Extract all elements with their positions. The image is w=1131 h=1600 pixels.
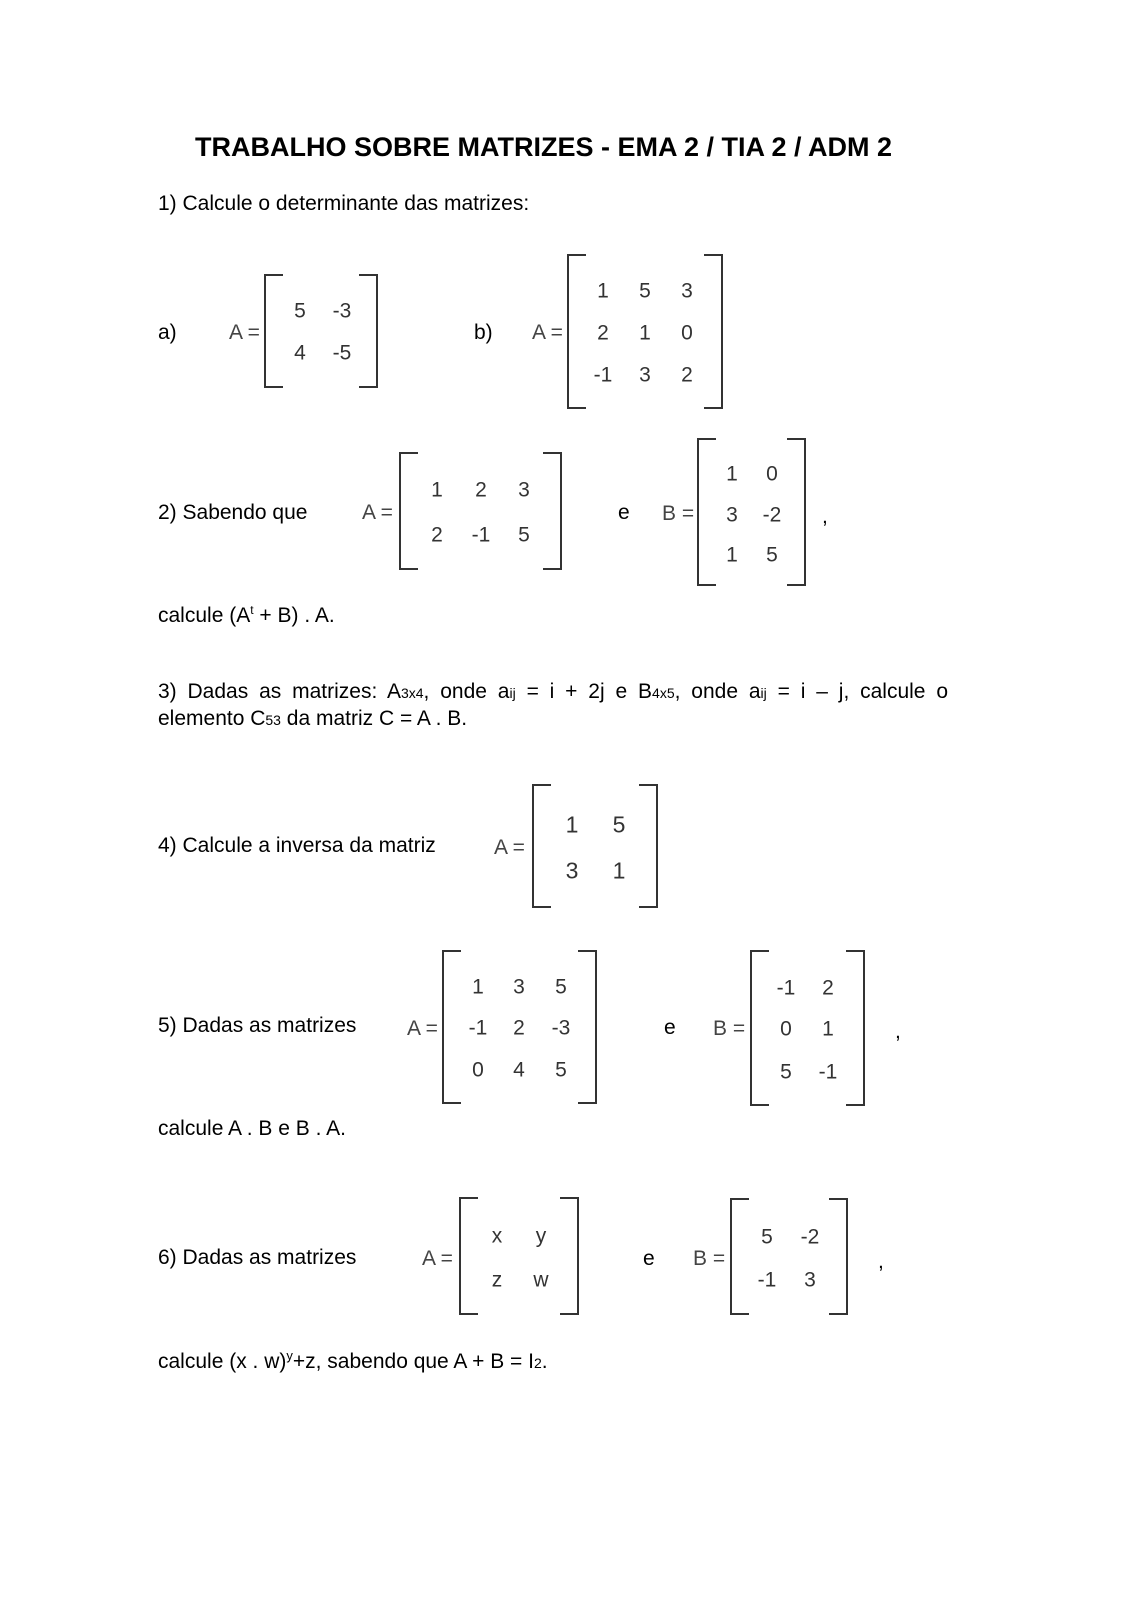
matrix-cell: 1 (472, 975, 484, 999)
q5-a-matrix (442, 950, 597, 1104)
matrix-cell: 1 (431, 478, 443, 502)
matrix-cell: z (491, 1268, 503, 1292)
matrix-cell: 0 (780, 1017, 792, 1041)
q6-comma: , (878, 1250, 884, 1273)
matrix-cell: 2 (475, 478, 487, 502)
q1-b-symbol: A = (532, 321, 563, 344)
q6-calc (158, 1349, 548, 1372)
matrix-cell: -5 (332, 341, 352, 365)
q3-p3: = i + 2j e B (515, 680, 653, 703)
q2-calc (158, 604, 335, 626)
matrix-cell: 3 (565, 857, 579, 884)
q6-a-matrix (459, 1197, 579, 1315)
q3-s2: ij (509, 685, 516, 701)
q3-s4: ij (760, 685, 767, 701)
q2-calc-pre: calcule (A (158, 604, 251, 627)
matrix-cell: 3 (726, 503, 738, 527)
q3-l2a: elemento C (158, 707, 266, 730)
matrix-cell: -3 (551, 1016, 571, 1040)
matrix-cell: 4 (294, 341, 306, 365)
q6-calc-sub: 2 (533, 1355, 542, 1371)
q3-l2b: da matriz C = A . B. (280, 707, 468, 730)
q2-calc-sup: t (250, 603, 254, 617)
q3-p2: , onde a (423, 680, 510, 703)
matrix-cell: 3 (639, 363, 651, 387)
matrix-cell: -1 (757, 1268, 777, 1292)
q5-intro: 5) Dadas as matrizes (158, 1014, 357, 1037)
matrix-cell: -3 (332, 299, 352, 323)
matrix-cell: -1 (593, 363, 613, 387)
q3-p1: 3) Dadas as matrizes: A (158, 680, 401, 703)
matrix-cell: 1 (565, 811, 579, 838)
matrix-cell: 1 (726, 462, 738, 486)
matrix-cell: y (535, 1224, 547, 1248)
matrix-cell: x (491, 1224, 503, 1248)
matrix-cell: 1 (726, 543, 738, 567)
q5-conjunction: e (664, 1016, 676, 1039)
matrix-cell: 0 (766, 462, 778, 486)
matrix-cell: 2 (513, 1016, 525, 1040)
matrix-cell: 1 (597, 279, 609, 303)
matrix-cell: 5 (639, 279, 651, 303)
q5-calc: calcule A . B e B . A. (158, 1117, 346, 1140)
matrix-cell: -2 (800, 1225, 820, 1249)
q4-a-symbol: A = (494, 836, 525, 859)
matrix-cell: -1 (471, 523, 491, 547)
q3-s3: 4x5 (652, 685, 675, 701)
matrix-cell: 1 (612, 857, 626, 884)
matrix-cell: 5 (555, 975, 567, 999)
matrix-cell: 5 (518, 523, 530, 547)
matrix-cell: 5 (294, 299, 306, 323)
q3-line-1 (158, 681, 948, 702)
matrix-cell: 3 (513, 975, 525, 999)
matrix-cell: 0 (472, 1058, 484, 1082)
q6-calc-end: . (541, 1350, 548, 1373)
q4-a-matrix (532, 784, 658, 908)
matrix-cell: 2 (681, 363, 693, 387)
q1-a-symbol: A = (229, 321, 260, 344)
q6-intro: 6) Dadas as matrizes (158, 1246, 357, 1269)
matrix-cell: 1 (822, 1017, 834, 1041)
q2-intro: 2) Sabendo que (158, 501, 308, 524)
q3-s1: 3x4 (400, 685, 424, 701)
q1-b-matrix (567, 254, 723, 409)
q2-comma: , (822, 505, 828, 528)
matrix-cell: 3 (518, 478, 530, 502)
q3-line-2 (158, 708, 467, 729)
matrix-cell: 5 (612, 811, 626, 838)
q4-intro: 4) Calcule a inversa da matriz (158, 834, 436, 857)
q2-a-symbol: A = (362, 501, 393, 524)
matrix-cell: 2 (597, 321, 609, 345)
q2-conjunction: e (618, 501, 630, 524)
matrix-cell: 2 (431, 523, 443, 547)
matrix-cell: 5 (780, 1060, 792, 1084)
q6-a-symbol: A = (422, 1247, 453, 1270)
q2-b-matrix (697, 438, 806, 586)
q1-intro: 1) Calcule o determinante das matrizes: (158, 192, 530, 215)
q3-l2s: 53 (265, 712, 281, 728)
q2-calc-post: + B) . A. (253, 604, 335, 627)
q5-b-symbol: B = (713, 1017, 746, 1040)
q2-b-symbol: B = (662, 502, 695, 525)
q1-b-label: b) (474, 321, 493, 344)
q6-b-matrix (730, 1198, 848, 1315)
q5-b-matrix (750, 950, 865, 1106)
q3-p4: , onde a (674, 680, 761, 703)
matrix-cell: 3 (681, 279, 693, 303)
matrix-cell: 5 (555, 1058, 567, 1082)
matrix-cell: 1 (639, 321, 651, 345)
matrix-cell: -1 (468, 1016, 488, 1040)
q5-comma: , (895, 1020, 901, 1043)
matrix-cell: w (533, 1268, 549, 1292)
q1-a-label: a) (158, 321, 177, 344)
matrix-cell: -1 (818, 1060, 838, 1084)
matrix-cell: 5 (766, 543, 778, 567)
page-title: TRABALHO SOBRE MATRIZES - EMA 2 / TIA 2 / ADM 2 (195, 132, 893, 162)
matrix-cell: -2 (762, 503, 782, 527)
matrix-cell: 2 (822, 976, 834, 1000)
q6-calc-sup: y (286, 1348, 293, 1363)
q6-b-symbol: B = (693, 1247, 726, 1270)
q6-conjunction: e (643, 1247, 655, 1270)
matrix-cell: 4 (513, 1058, 525, 1082)
q2-a-matrix (399, 452, 562, 570)
matrix-cell: -1 (776, 976, 796, 1000)
matrix-cell: 3 (804, 1268, 816, 1292)
q6-calc-pre: calcule (x . w) (158, 1350, 287, 1373)
matrix-cell: 5 (761, 1225, 773, 1249)
matrix-cell: 0 (681, 321, 693, 345)
q1-a-matrix (264, 274, 378, 388)
q3-p5: = i – j, calcule o (766, 680, 949, 703)
q5-a-symbol: A = (407, 1017, 438, 1040)
q6-calc-mid: +z, sabendo que A + B = I (292, 1350, 534, 1373)
